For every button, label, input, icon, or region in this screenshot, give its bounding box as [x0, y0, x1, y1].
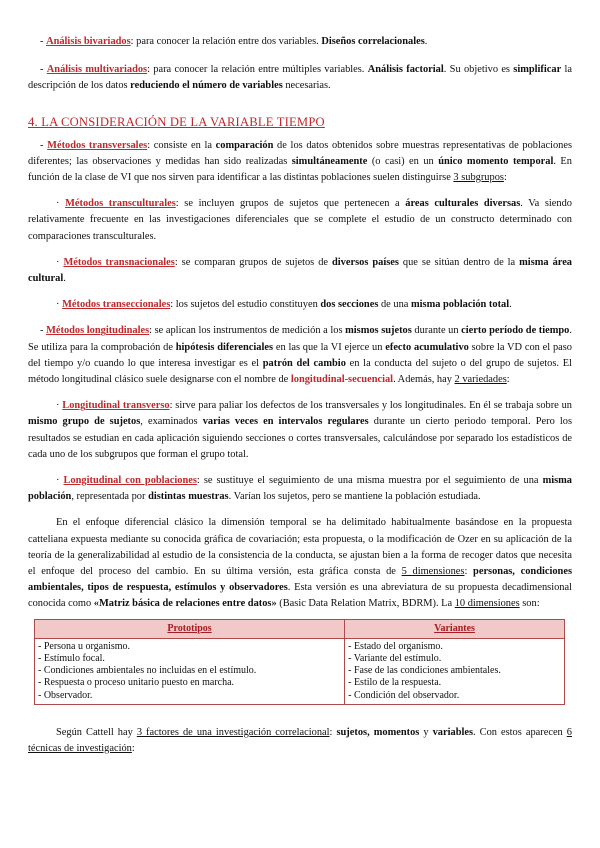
list-item: - Observador.	[38, 689, 93, 701]
bold-text: efecto acumulativo	[385, 341, 469, 353]
text: en la conducta del sujeto o del grupo de sujetos. El método longitudinal clásico suele designarse con el nombre de	[28, 357, 572, 386]
term-bivariate-analysis: Análisis bivariados	[46, 36, 131, 47]
list-item: - Respuesta o proceso unitario puesto en marcha.	[38, 677, 235, 689]
text: : se aplican los instrumentos de medición a los	[149, 325, 346, 337]
list-item: - Persona u organismo.	[38, 640, 131, 652]
bold-text: misma población	[28, 475, 572, 503]
bold-text: cierto período de tiempo	[461, 325, 570, 337]
underlined-text: 6 técnicas de investigación	[28, 726, 572, 754]
table-header-row	[35, 619, 565, 638]
bold-text: simplificar	[513, 64, 562, 76]
term-multivariate-analysis: Análisis multivariados	[46, 64, 148, 76]
underlined-text: 3 subgrupos	[453, 172, 504, 184]
text: . Varían los sujetos, pero se mantiene la población estudiada.	[228, 491, 481, 503]
bold-text: sujetos, momentos	[336, 726, 420, 738]
text: : se incluyen grupos de sujetos que pertenecen a	[175, 198, 406, 210]
bold-text: distintas muestras	[148, 491, 229, 503]
list-item: - Condición del observador.	[348, 689, 460, 701]
text: .	[63, 273, 66, 285]
list-item: - Variante del estímulo.	[348, 652, 442, 664]
bold-text: mismo grupo de sujetos	[28, 416, 141, 428]
bullet: ·	[56, 198, 66, 210]
bold-text: Diseños correlacionales	[321, 36, 425, 47]
text: . Va siendo relativamente frecuente en las investigaciones diferenciales que se complete el estudio de un constructo determinado con comparaciones transculturales.	[28, 198, 573, 242]
header-variantes: Variantes	[345, 619, 565, 638]
paragraph-longitudinal-transverse	[28, 398, 572, 463]
text: durante un cierto periodo temporal. Pero los resultados se estudian en cada aplicación siguiendo secciones o cortes transversales, calculándose por separado los estadísticos de cada uno de los subgrupos que forman el grupo total.	[28, 416, 572, 460]
text: . En función de la clase de VI que nos sirven para identificar a las distintas poblaciones suelen distinguirse	[28, 155, 572, 184]
text: en las que la VI ejerce un	[273, 341, 386, 353]
text: la descripción de los datos	[28, 64, 572, 92]
text: son:	[519, 598, 540, 610]
bullet: -	[40, 36, 47, 47]
underlined-text: 2 variedades	[454, 374, 507, 386]
text: : consiste en la	[147, 139, 216, 151]
list-item: - Estilo de la respuesta.	[348, 677, 442, 689]
term-transversal-methods: Métodos transversales	[47, 139, 148, 151]
text: sobre la VD con el paso del tiempo y/o cuando lo que interesa investigar es el	[28, 341, 572, 369]
bullet: ·	[56, 400, 63, 412]
text: :	[131, 742, 135, 754]
underlined-text: 10 dimensiones	[454, 598, 520, 610]
text: : los sujetos del estudio constituyen	[170, 299, 321, 311]
dimensions-table	[34, 619, 565, 705]
paragraph-transectional	[28, 297, 572, 313]
text: . Con estos aparecen	[473, 726, 567, 738]
paragraph-longitudinal-populations	[28, 473, 572, 505]
text: , representada por	[71, 491, 149, 503]
list-item: - Estímulo focal.	[38, 652, 105, 664]
text: :	[506, 374, 510, 386]
paragraph-cattell-dimensions	[28, 515, 572, 612]
prototipos-cell	[35, 638, 345, 704]
bullet: -	[40, 325, 47, 337]
bold-text: misma población total	[410, 299, 510, 311]
underlined-text: 3 factores de una investigación correlacional	[136, 726, 330, 738]
bullet: ·	[56, 475, 64, 487]
text: :	[329, 726, 337, 738]
bold-text: variables	[432, 726, 474, 738]
document-page	[28, 34, 572, 757]
term-longitudinal-transverse: Longitudinal transverso	[62, 400, 170, 412]
term-longitudinal-methods: Métodos longitudinales	[46, 325, 150, 337]
paragraph-transcultural	[28, 196, 572, 245]
paragraph-correlational-factors	[28, 725, 572, 757]
bold-text: comparación	[215, 139, 274, 151]
text: , examinados	[140, 416, 203, 428]
text: : sirve para paliar los defectos de los transversales y los longitudinales. En él se trabaja sobre un	[169, 400, 572, 412]
paragraph-multivariate	[28, 62, 572, 94]
term-longitudinal-populations: Longitudinal con poblaciones	[63, 475, 197, 487]
bullet: ·	[56, 299, 63, 311]
term-longitudinal-sequential: longitudinal-secuencial	[290, 374, 394, 386]
bullet: ·	[56, 256, 64, 268]
term-transcultural-methods: Métodos transculturales	[65, 198, 176, 210]
text: (Basic Data Relation Matrix, BDRM). La	[276, 598, 455, 610]
text: En el enfoque diferencial clásico la dimensión temporal se ha delimitado habitualmente basándose en la propuesta catteliana expuesta mediante su conocida gráfica de covariación; esta propuesta, o la modificación de Ozer en su aplicación de la teoría de la generalizabilidad al estudio de la consistencia de la conducta, se ajustan bien a la forma de recoger datos que necesita el enfoque del proceso del cambio. En su última versión, esta gráfica consta de	[28, 517, 572, 578]
section-heading: 4. LA CONSIDERACIÓN DE LA VARIABLE TIEMPO	[28, 114, 325, 129]
bold-text: «Matriz básica de relaciones entre datos»	[93, 598, 277, 610]
text: de una	[378, 299, 411, 311]
text: :	[464, 566, 474, 578]
text: que se sitúan dentro de la	[398, 256, 520, 268]
text: . Esta versión es una abreviatura de su propuesta decadimensional conocida como	[28, 582, 572, 610]
list-item: - Fase de las condiciones ambientales.	[348, 665, 501, 677]
text: durante un	[411, 325, 462, 337]
bold-text: diversos países	[332, 256, 399, 268]
bullet: -	[40, 139, 48, 151]
text: : para conocer la relación entre múltiples variables.	[147, 64, 368, 76]
text: .	[509, 299, 512, 311]
text: . Se utiliza para la comprobación de	[28, 325, 572, 353]
term-transectional-methods: Métodos transeccionales	[62, 299, 171, 311]
bold-text: áreas culturales diversas	[405, 198, 521, 210]
variantes-cell	[345, 638, 565, 704]
bold-text: hipótesis diferenciales	[175, 341, 274, 353]
table-row	[35, 638, 565, 704]
list-item: - Estado del organismo.	[348, 640, 443, 652]
text: . Además, hay	[393, 374, 455, 386]
text: .	[424, 36, 428, 47]
paragraph-transversal-methods	[28, 138, 572, 187]
bold-text: único momento temporal	[438, 155, 554, 167]
bold-text: simultáneamente	[291, 155, 368, 167]
bullet: -	[40, 64, 47, 76]
header-prototipos: Prototipos	[35, 619, 345, 638]
bold-text: misma área cultural	[28, 256, 573, 285]
text: y	[419, 726, 433, 738]
text: :	[503, 172, 507, 184]
text: Según Cattell hay	[56, 726, 137, 738]
term-transnational-methods: Métodos transnacionales	[63, 256, 175, 268]
text: (o casi) en un	[367, 155, 439, 167]
bold-text: mismos sujetos	[345, 325, 412, 337]
bold-text: Análisis factorial	[367, 64, 444, 76]
underlined-text: 5 dimensiones	[401, 566, 465, 578]
text: : se comparan grupos de sujetos de	[174, 256, 332, 268]
text: : se sustituye el seguimiento de una misma muestra por el seguimiento de una	[196, 475, 543, 487]
text: de los datos obtenidos sobre muestras representativas de poblaciones diferentes; las observaciones y medidas han sido realizadas	[28, 139, 573, 167]
text: . Su objetivo es	[443, 64, 514, 76]
text: necesarias.	[282, 80, 331, 92]
bold-text: varias veces en intervalos regulares	[202, 416, 369, 428]
paragraph-bivariate	[28, 34, 572, 50]
text: : para conocer la relación entre dos variables.	[130, 36, 322, 47]
list-item: - Condiciones ambientales no incluidas en el estímulo.	[38, 665, 257, 677]
bold-text: reduciendo el número de variables	[130, 80, 283, 92]
bold-text: patrón del cambio	[262, 357, 346, 369]
paragraph-longitudinal-methods	[28, 323, 572, 388]
paragraph-transnational	[28, 255, 572, 287]
bold-text: personas, condiciones ambientales, tipos de respuesta, estímulos y observadores	[28, 566, 572, 594]
bold-text: dos secciones	[320, 299, 379, 311]
